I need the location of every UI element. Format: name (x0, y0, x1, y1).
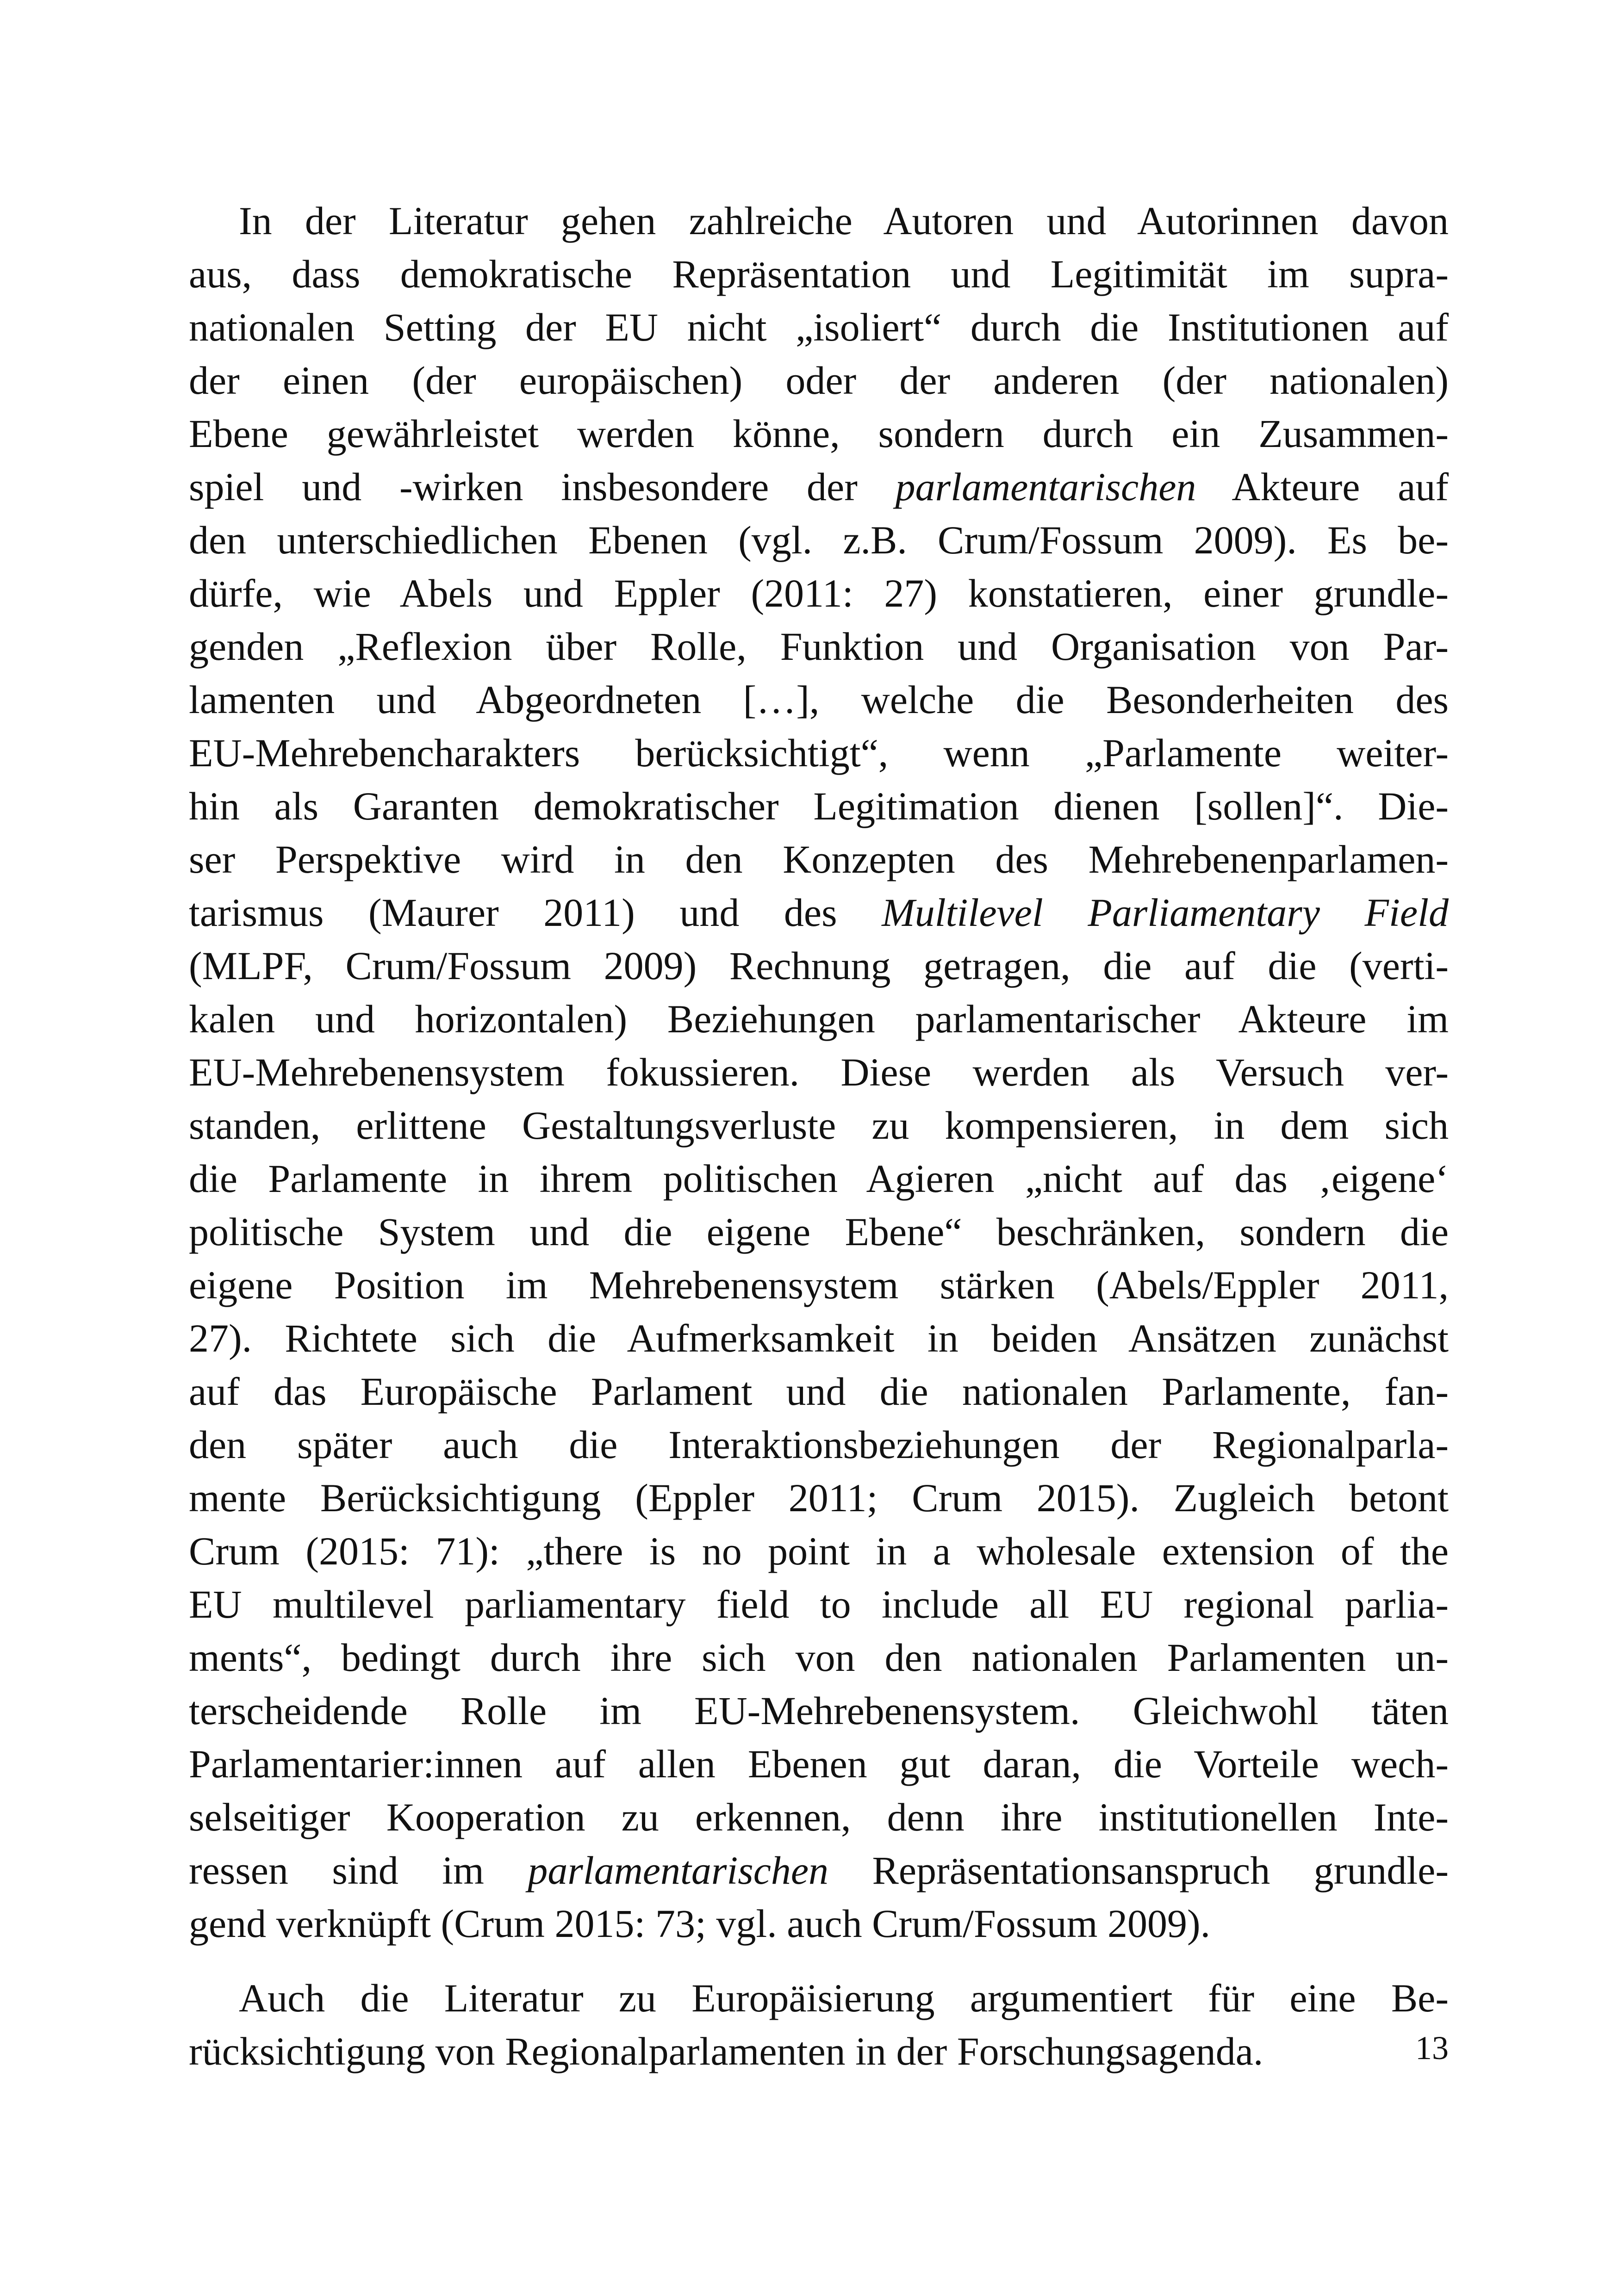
text-run: Repräsentationsanspruch grundle- (828, 1848, 1449, 1893)
text-line (189, 460, 1449, 514)
text-run: standen, erlittene Gestaltungsverluste zu kompensieren, in dem sich (189, 1103, 1449, 1148)
italic-emphasis: parlamentarischen (895, 465, 1196, 509)
text-run: terscheidende Rolle im EU-Mehrebenensystem. Gleichwohl täten (189, 1688, 1449, 1733)
text-line (189, 1471, 1449, 1525)
italic-emphasis: parlamentarischen (528, 1848, 829, 1893)
text-line (189, 620, 1449, 673)
text-run: selseitiger Kooperation zu erkennen, denn ihre institutionellen Inte- (189, 1795, 1449, 1839)
text-line (189, 567, 1449, 620)
text-run: Akteure auf (1196, 465, 1449, 509)
text-line (189, 248, 1449, 301)
text-line (189, 1738, 1449, 1791)
text-line (189, 886, 1449, 939)
text-run: die Parlamente in ihrem politischen Agieren „nicht auf das ‚eigene‘ (189, 1156, 1449, 1201)
text-line (189, 301, 1449, 354)
text-line (189, 780, 1449, 833)
text-line (189, 993, 1449, 1046)
text-line (189, 514, 1449, 567)
text-run: Crum (2015: 71): „there is no point in a wholesale extension of the (189, 1529, 1449, 1573)
text-run: den unterschiedlichen Ebenen (vgl. z.B. Crum/Fossum 2009). Es be- (189, 518, 1449, 562)
text-line (189, 1099, 1449, 1152)
page-number: 13 (1415, 2029, 1449, 2066)
text-line (189, 407, 1449, 460)
text-run: ressen sind im (189, 1848, 528, 1893)
text-run: Auch die Literatur zu Europäisierung argumentiert für eine Be- (239, 1976, 1449, 2020)
text-line (189, 726, 1449, 780)
text-line (189, 1046, 1449, 1099)
text-line (189, 1791, 1449, 1844)
text-run: eigene Position im Mehrebenensystem stärken (Abels/Eppler 2011, (189, 1263, 1449, 1307)
text-line (189, 1631, 1449, 1684)
text-run: EU-Mehrebencharakters berücksichtigt“, wenn „Parlamente weiter- (189, 731, 1449, 775)
text-run: genden „Reflexion über Rolle, Funktion und Organisation von Par- (189, 624, 1449, 669)
italic-emphasis: Multilevel Parliamentary Field (882, 890, 1449, 935)
text-line (189, 673, 1449, 726)
text-line (189, 1897, 1449, 1950)
text-run: EU-Mehrebenensystem fokussieren. Diese werden als Versuch ver- (189, 1050, 1449, 1094)
text-run: kalen und horizontalen) Beziehungen parlamentarischer Akteure im (189, 997, 1449, 1041)
text-line (189, 1578, 1449, 1631)
text-line (189, 1312, 1449, 1365)
text-run: auf das Europäische Parlament und die nationalen Parlamente, fan- (189, 1369, 1449, 1414)
text-run: rücksichtigung von Regionalparlamenten in der Forschungsagenda. (189, 2029, 1263, 2073)
text-run: EU multilevel parliamentary field to include all EU regional parlia- (189, 1582, 1449, 1626)
text-run: Parlamentarier:innen auf allen Ebenen gut daran, die Vorteile wech- (189, 1742, 1449, 1786)
text-run: spiel und -wirken insbesondere der (189, 465, 896, 509)
text-run: ments“, bedingt durch ihre sich von den nationalen Parlamenten un- (189, 1635, 1449, 1680)
paragraph-1 (189, 194, 1449, 1950)
text-run: mente Berücksichtigung (Eppler 2011; Crum 2015). Zugleich betont (189, 1476, 1449, 1520)
text-line (189, 833, 1449, 886)
page-body (189, 194, 1449, 2078)
text-run: Ebene gewährleistet werden könne, sondern durch ein Zusammen- (189, 411, 1449, 456)
text-run: den später auch die Interaktionsbeziehungen der Regionalparla- (189, 1422, 1449, 1467)
text-line (189, 1152, 1449, 1205)
text-run: 27). Richtete sich die Aufmerksamkeit in beiden Ansätzen zunächst (189, 1316, 1449, 1360)
text-line (189, 1205, 1449, 1259)
text-run: gend verknüpft (Crum 2015: 73; vgl. auch Crum/Fossum 2009). (189, 1901, 1211, 1946)
text-line (189, 1365, 1449, 1418)
text-line (189, 2025, 1449, 2078)
text-run: der einen (der europäischen) oder der anderen (der nationalen) (189, 358, 1449, 403)
text-run: aus, dass demokratische Repräsentation und Legitimität im supra- (189, 252, 1449, 296)
text-line (189, 1972, 1449, 2025)
text-run: lamenten und Abgeordneten […], welche die Besonderheiten des (189, 677, 1449, 722)
text-run: tarismus (Maurer 2011) und des (189, 890, 882, 935)
text-run: hin als Garanten demokratischer Legitimation dienen [sollen]“. Die- (189, 784, 1449, 828)
paragraph-2 (189, 1972, 1449, 2078)
text-line (189, 1525, 1449, 1578)
text-line (189, 1418, 1449, 1471)
text-run: (MLPF, Crum/Fossum 2009) Rechnung getragen, die auf die (verti- (189, 943, 1449, 988)
text-line (189, 1844, 1449, 1897)
text-line (189, 194, 1449, 248)
text-line (189, 939, 1449, 993)
text-line (189, 1684, 1449, 1738)
text-run: nationalen Setting der EU nicht „isoliert“ durch die Institutionen auf (189, 305, 1449, 349)
text-run: In der Literatur gehen zahlreiche Autoren und Autorinnen davon (239, 199, 1449, 243)
text-line (189, 354, 1449, 407)
text-line (189, 1259, 1449, 1312)
text-run: dürfe, wie Abels und Eppler (2011: 27) konstatieren, einer grundle- (189, 571, 1449, 615)
text-run: ser Perspektive wird in den Konzepten des Mehrebenenparlamen- (189, 837, 1449, 881)
text-run: politische System und die eigene Ebene“ beschränken, sondern die (189, 1210, 1449, 1254)
